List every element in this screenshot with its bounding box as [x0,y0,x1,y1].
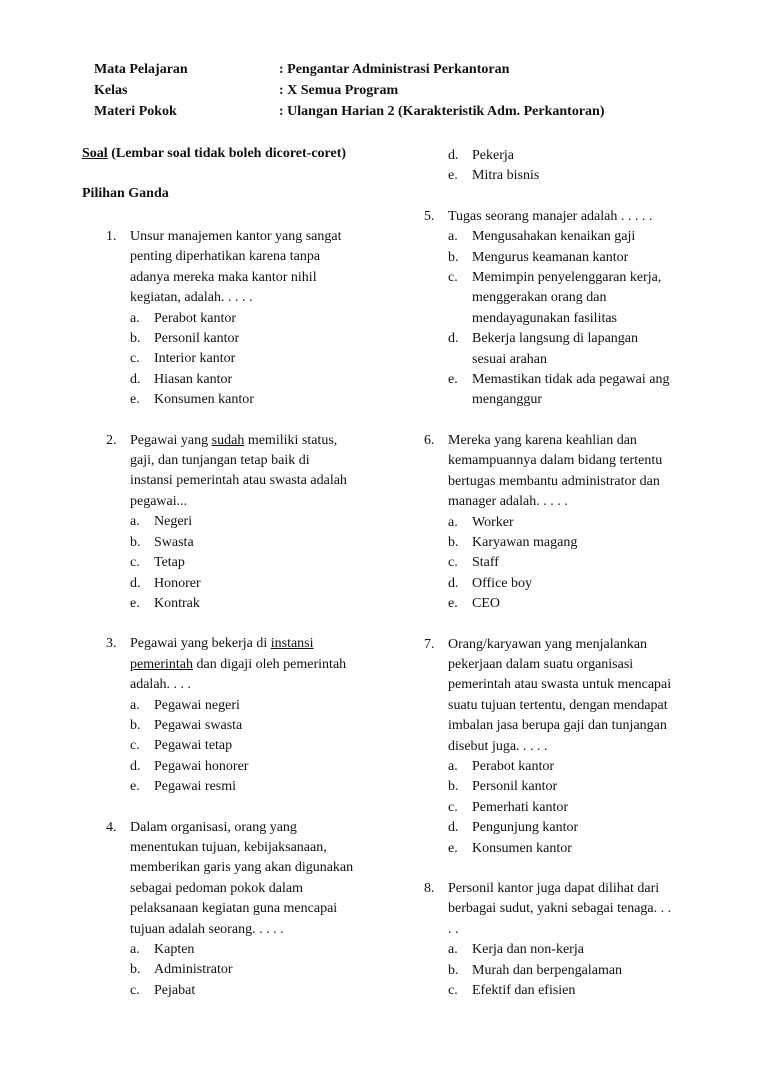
option-text: Memastikan tidak ada pegawai ang [472,372,670,388]
option [130,349,406,369]
question-text: manager adalah. . . . . [448,494,568,510]
question-text [130,634,406,654]
option-text: Perabot kantor [472,758,555,774]
option-text: Konsumen kantor [154,392,254,408]
header-value: : Pengantar Administrasi Perkantoran [279,62,510,77]
option-text: Pegawai resmi [154,779,237,795]
section-title: Pilihan Ganda [82,186,169,201]
option-text: Kerja dan non-kerja [472,942,584,958]
option [448,574,724,594]
question-text: kegiatan, adalah. . . . . [130,290,253,306]
option-letter: b. [130,331,141,347]
option [130,757,406,777]
option [130,574,406,594]
soal-note: (Lembar soal tidak boleh dicoret-coret) [107,146,347,161]
option-text: Pegawai swasta [154,717,243,733]
question-6 [424,431,724,615]
option [448,839,724,859]
option-text: Karyawan magang [472,534,578,550]
option [130,533,406,553]
option-letter: c. [130,555,140,571]
question-number: 1. [106,229,117,244]
option-text: sesuai arahan [472,351,548,367]
option-letter: b. [130,717,141,733]
question-text [130,431,406,451]
question-text: Unsur manajemen kantor yang sangat [130,229,342,244]
option [448,798,724,818]
option-text: mendayagunakan fasilitas [472,310,618,326]
question-7 [424,635,724,859]
option-text: Interior kantor [154,351,236,367]
option-text: Worker [472,514,514,530]
question-text: . . [448,921,459,937]
option-letter: c. [130,738,140,754]
option-text: Personil kantor [154,331,240,347]
option [448,268,724,288]
option-letter: e. [130,595,140,611]
option-letter: a. [448,514,458,530]
option [130,329,406,349]
option [130,696,406,716]
question-text: disebut juga. . . . . [448,738,548,754]
option [448,248,724,268]
question-text: suatu tujuan tertentu, dengan mendapat [448,697,668,713]
option [130,390,406,410]
option-continuation [448,288,724,308]
question-1 [106,227,406,411]
option-letter: a. [448,229,458,245]
option-letter: e. [448,840,458,856]
option-letter: b. [130,962,141,978]
option-letter [448,390,472,410]
soal-heading [82,146,346,162]
question-2 [106,431,406,615]
option [448,513,724,533]
option-letter: d. [448,575,459,591]
option-continuation [448,350,724,370]
option [448,594,724,614]
option-text: Tetap [154,555,185,571]
question-text: imbalan jasa berupa gaji dan tunjangan [448,718,667,734]
question-text: memberikan garis yang akan digunakan [130,860,354,876]
option-text: Personil kantor [472,779,558,795]
question-text: berbagai sudut, yakni sebagai tenaga. . . [448,901,672,917]
option-letter: a. [130,942,140,957]
option-text: Mengurus keamanan kantor [472,249,629,265]
option-text: Pengunjung kantor [472,820,579,836]
option-text: Pegawai honorer [154,758,249,774]
option-text: Swasta [154,534,194,550]
question-text: tujuan adalah seorang. . . . . [130,921,284,937]
question-number: 6. [424,432,435,448]
header-value: : Ulangan Harian 2 (Karakteristik Adm. Perkantoran) [279,104,605,119]
option-text: Kapten [154,942,195,957]
option-letter [448,309,472,329]
option-text: CEO [472,596,500,612]
option-letter: c. [130,982,140,998]
soal-label: Soal [82,146,108,161]
option [448,818,724,838]
option [448,329,724,349]
option [130,512,406,532]
option-letter: a. [448,758,458,774]
option-letter: b. [448,534,459,550]
question-text: instansi pemerintah atau swasta adalah [130,473,347,489]
question-text-part: Pegawai yang [130,432,212,448]
option-text: Efektif dan efisien [472,983,576,999]
option [448,370,724,390]
option-text: Pejabat [154,982,196,998]
question-text: Dalam organisasi, orang yang [130,819,297,835]
option-letter [448,288,472,308]
question-text: menentukan tujuan, kebijaksanaan, [130,839,327,855]
option-text: Negeri [154,514,193,530]
question-number: 3. [106,636,117,652]
question-text [130,655,406,675]
option-letter: c. [130,351,140,367]
question-text: gaji, dan tunjangan tetap baik di [130,453,310,469]
option [130,309,406,329]
option-letter: a. [448,942,458,958]
option-letter: b. [448,779,459,795]
option [448,146,724,166]
option-letter: a. [130,310,140,326]
question-text: penting diperhatikan karena tanpa [130,249,321,265]
option-continuation [448,390,724,410]
option-letter: a. [130,697,140,713]
option-letter: d. [130,758,141,774]
option-letter: e. [448,168,458,184]
option-text: Pegawai tetap [154,738,233,754]
option-letter: e. [448,372,458,388]
option-text: Mengusahakan kenaikan gaji [472,229,636,245]
option-letter [448,350,472,370]
option-letter: b. [448,249,459,265]
option [448,940,724,960]
question-5 [424,207,724,411]
option-continuation [448,309,724,329]
header-key: Materi Pokok [94,104,177,119]
header-row-subject [94,62,605,83]
header-key: Kelas [94,83,128,98]
option [448,777,724,797]
option [130,960,406,980]
option [448,757,724,777]
document-header [94,62,605,125]
option-text: Honorer [154,575,201,591]
question-text: pelaksanaan kegiatan guna mencapai [130,901,338,917]
question-text: pekerjaan dalam suatu organisasi [448,656,634,672]
option-letter: a. [130,514,140,530]
option-letter: d. [130,371,141,387]
question-number: 2. [106,432,117,448]
option-text: Memimpin penyelenggaran kerja, [472,270,662,286]
option-text: Administrator [154,962,233,978]
underlined-word: instansi [270,636,314,652]
option [130,777,406,797]
question-text: bertugas membantu administrator dan [448,473,660,489]
option [130,370,406,390]
question-text: adalah. . . . [130,677,192,693]
option [448,166,724,186]
header-value: : X Semua Program [279,83,399,98]
option-text: menggerakan orang dan [472,290,607,306]
option [448,981,724,1001]
option [130,736,406,756]
question-number: 5. [424,208,435,224]
option-text: Office boy [472,575,532,591]
question-number: 4. [106,819,117,835]
option-text: Kontrak [154,595,200,611]
question-text: Mereka yang karena keahlian dan [448,432,637,448]
option-letter: d. [448,820,459,836]
option-text: Murah dan berpengalaman [472,962,623,978]
question-text-part: dan digaji oleh pemerintah [192,656,347,672]
question-4-continued [424,146,724,187]
right-column [424,146,724,1001]
option [130,716,406,736]
header-row-topic [94,104,605,125]
option-text: Pegawai negeri [154,697,240,713]
question-text: adanya mereka maka kantor nihil [130,269,317,285]
question-text: sebagai pedoman pokok dalam [130,880,304,896]
option [130,594,406,614]
option-text: Konsumen kantor [472,840,572,856]
option-text: Pemerhati kantor [472,799,569,815]
question-8 [424,879,724,1001]
option-text: Pekerja [472,148,514,163]
question-4 [106,818,406,1002]
option [130,553,406,573]
option-text: Mitra bisnis [472,168,540,184]
option-letter: c. [448,799,458,815]
question-text: pemerintah atau swasta untuk mencapai [448,677,672,693]
question-text: kemampuannya dalam bidang tertentu [448,453,663,469]
question-text-part: Pegawai yang bekerja di [130,636,271,652]
question-text: Orang/karyawan yang menjalankan [448,636,648,652]
option-letter: e. [130,392,140,408]
option [130,940,406,960]
header-row-class [94,83,605,104]
question-text: Personil kantor juga dapat dilihat dari [448,881,660,896]
option [448,533,724,553]
option-letter: b. [130,534,141,550]
option-text: Staff [472,555,499,571]
header-key: Mata Pelajaran [94,62,188,77]
question-text: pegawai... [130,493,188,509]
option-text: Hiasan kantor [154,371,233,387]
question-text-part: memiliki status, [244,432,338,448]
option [448,553,724,573]
option [448,961,724,981]
option-text: Perabot kantor [154,310,237,326]
option-text: menganggur [472,392,542,408]
option [130,981,406,1001]
option-letter: c. [448,270,458,286]
option-letter: d. [448,331,459,347]
underlined-word: pemerintah [130,656,193,672]
option-letter: b. [448,962,459,978]
option-letter: c. [448,555,458,571]
option [448,227,724,247]
question-3 [106,634,406,797]
question-number: 7. [424,636,435,652]
option-letter: d. [130,575,141,591]
option-letter: d. [448,148,459,163]
left-column [106,227,406,1001]
option-text: Bekerja langsung di lapangan [472,331,639,347]
option-letter: e. [448,596,458,612]
question-number: 8. [424,881,435,896]
underlined-word: sudah [211,432,245,448]
question-text: Tugas seorang manajer adalah . . . . . [448,208,653,224]
option-letter: c. [448,983,458,999]
option-letter: e. [130,779,140,795]
